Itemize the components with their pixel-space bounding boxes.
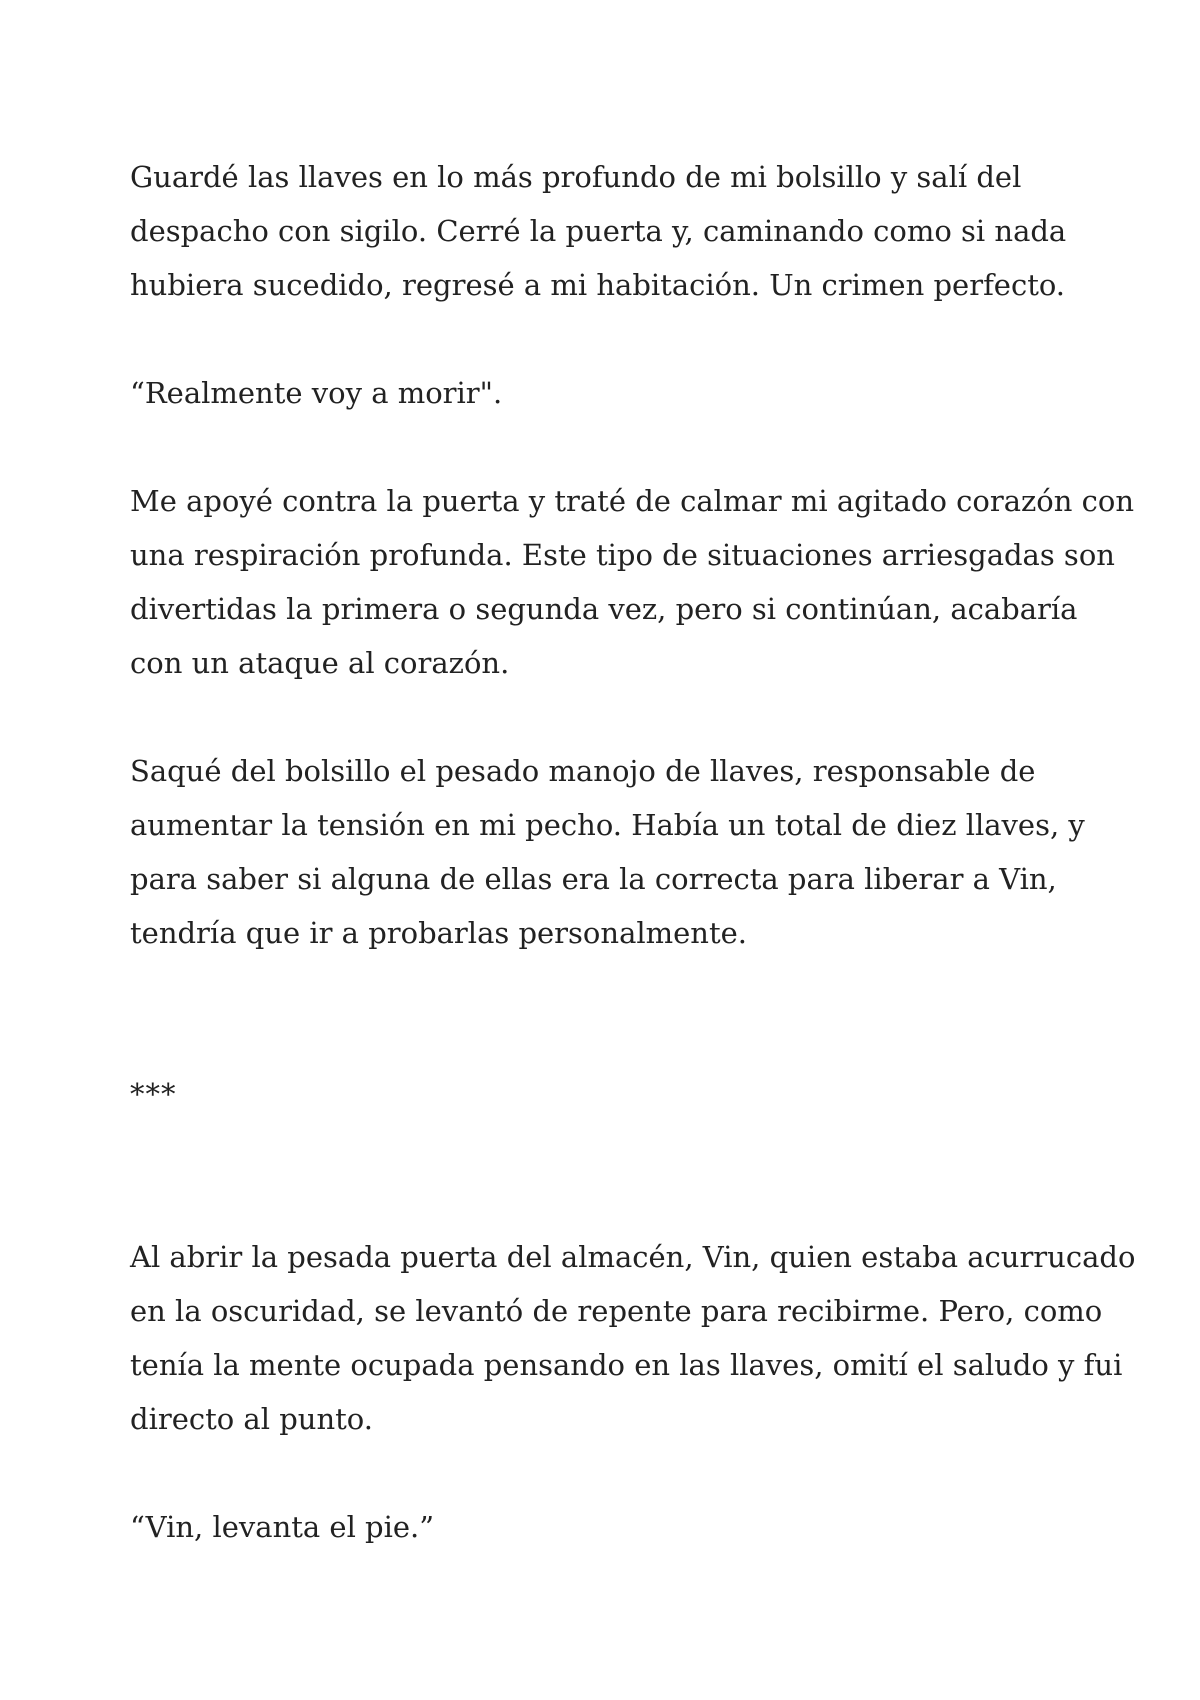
paragraph-line: Al abrir la pesada puerta del almacén, Vin, quien estaba acurrucado [130,1240,1136,1274]
paragraph-line: tendría que ir a probarlas personalmente. [130,916,748,950]
paragraph-4 [130,744,1090,960]
paragraph-line: divertidas la primera o segunda vez, pero si continúan, acabaría [130,592,1078,626]
paragraph-line: una respiración profunda. Este tipo de situaciones arriesgadas son [130,538,1115,572]
paragraph-2-dialogue [130,366,1090,420]
paragraph-line: para saber si alguna de ellas era la correcta para liberar a Vin, [130,862,1057,896]
paragraph-line: Saqué del bolsillo el pesado manojo de llaves, responsable de [130,754,1036,788]
paragraph-5 [130,1230,1136,1446]
paragraph-line: despacho con sigilo. Cerré la puerta y, caminando como si nada [130,214,1067,248]
paragraph-line: Guardé las llaves en lo más profundo de mi bolsillo y salí del [130,160,1022,194]
paragraph-6-dialogue [130,1500,1090,1554]
paragraph-line: aumentar la tensión en mi pecho. Había un total de diez llaves, y [130,808,1085,842]
paragraph-line: “Realmente voy a morir". [130,376,503,410]
paragraph-line: con un ataque al corazón. [130,646,510,680]
paragraph-3 [130,474,1134,690]
paragraph-1 [130,150,1090,312]
scene-separator: *** [130,1077,177,1111]
paragraph-line: directo al punto. [130,1402,373,1436]
paragraph-line: tenía la mente ocupada pensando en las llaves, omití el saludo y fui [130,1348,1123,1382]
paragraph-line: Me apoyé contra la puerta y traté de calmar mi agitado corazón con [130,484,1134,518]
paragraph-line: “Vin, levanta el pie.” [130,1510,435,1544]
paragraph-line: en la oscuridad, se levantó de repente para recibirme. Pero, como [130,1294,1103,1328]
paragraph-line: hubiera sucedido, regresé a mi habitación. Un crimen perfecto. [130,268,1066,302]
